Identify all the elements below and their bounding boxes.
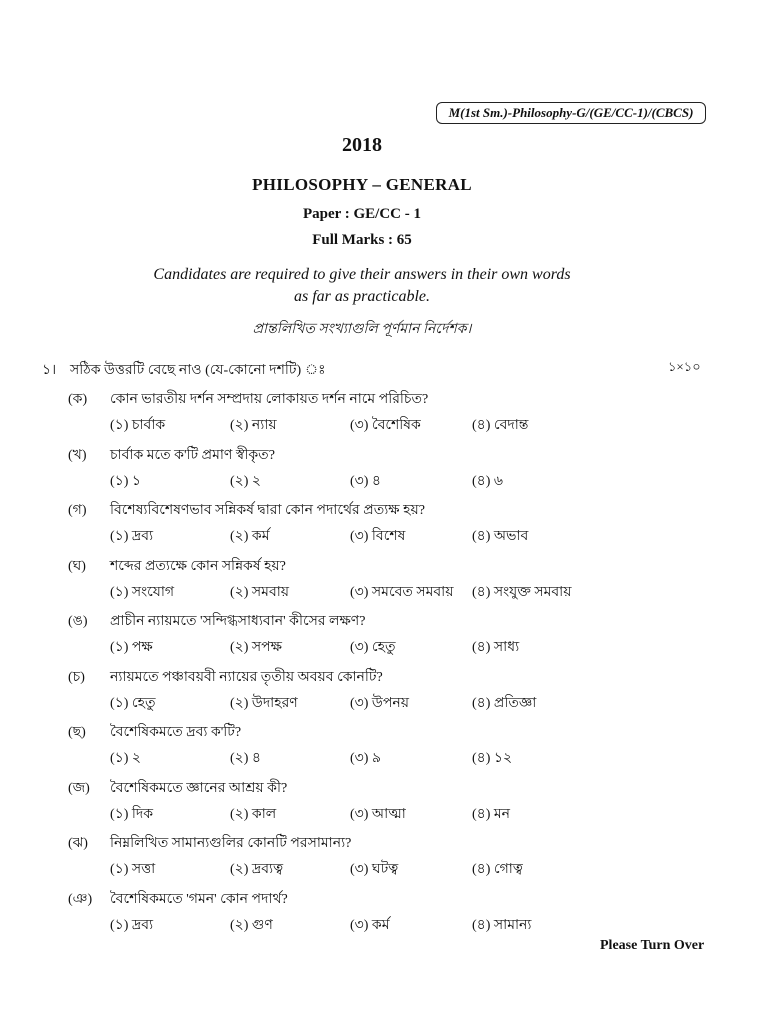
answer-option: (৩) ৯	[350, 751, 382, 766]
answer-option: (৪) প্রতিজ্ঞা	[472, 695, 537, 711]
instruction-line-1: Candidates are required to give their answers in their own words	[153, 266, 571, 283]
answer-option: (২) গুণ	[230, 917, 273, 933]
answer-option: (৪) সাধ্য	[472, 640, 520, 655]
answer-option: (২) ন্যায়	[230, 418, 277, 433]
subquestion-text: বৈশেষিকমতে 'গমন' কোন পদার্থ?	[110, 891, 288, 907]
subquestion-label: (চ)	[68, 669, 85, 685]
subquestion-label: (জ)	[68, 780, 90, 796]
answer-option: (৪) অভাব	[472, 529, 529, 544]
answer-option: (৪) গোত্ব	[472, 862, 523, 877]
answer-option: (২) ৪	[230, 751, 262, 766]
answer-option: (১) দ্রব্য	[110, 917, 154, 933]
subquestion	[0, 831, 768, 887]
answer-option: (২) কর্ম	[230, 529, 270, 544]
question-text: সঠিক উত্তরটি বেছে নাও (যে-কোনো দশটি) ঃ	[70, 363, 326, 378]
answer-option: (৩) আত্মা	[350, 806, 406, 822]
answer-option: (৪) সংযুক্ত সমবায়	[472, 584, 572, 600]
answer-option: (২) ২	[230, 473, 262, 489]
answer-option: (৩) বিশেষ	[350, 529, 406, 544]
subquestion-label: (ঙ)	[68, 614, 88, 629]
subject-title: PHILOSOPHY – GENERAL	[252, 175, 472, 194]
subquestion-label: (গ)	[68, 503, 87, 518]
answer-option: (১) ১	[110, 473, 141, 489]
answer-option: (২) দ্রব্যত্ব	[230, 862, 284, 877]
margin-marks-note: প্রান্তলিখিত সংখ্যাগুলি পূর্ণমান নির্দেশক।	[252, 322, 472, 337]
subquestion-text: কোন ভারতীয় দর্শন সম্প্রদায় লোকায়ত দর্শন নামে পরিচিত?	[110, 392, 429, 407]
answer-option: (১) চার্বাক	[110, 418, 166, 433]
subquestion-label: (খ)	[68, 447, 87, 463]
answer-option: (৩) কর্ম	[350, 917, 390, 933]
paper-code-box: M(1st Sm.)-Philosophy-G/(GE/CC-1)/(CBCS)	[436, 102, 706, 124]
subquestion-text: বৈশেষিকমতে দ্রব্য ক'টি?	[110, 725, 242, 740]
subquestion-text: বিশেষ্যবিশেষণভাব সন্নিকর্ষ দ্বারা কোন পদার্থের প্রত্যক্ষ হয়?	[110, 503, 425, 518]
subquestion-text: নিম্নলিখিত সামান্যগুলির কোনটি পরসামান্য?	[110, 836, 352, 851]
please-turn-over: Please Turn Over	[600, 938, 705, 953]
answer-option: (৩) উপনয়	[350, 695, 409, 711]
answer-option: (১) হেতু	[110, 695, 156, 711]
answer-option: (৪) ৬	[472, 473, 504, 489]
subquestion	[0, 776, 768, 832]
answer-option: (২) উদাহরণ	[230, 695, 298, 711]
question-number: ১।	[42, 363, 57, 378]
answer-option: (২) সপক্ষ	[230, 640, 283, 655]
subquestion-label: (ঝ)	[68, 836, 88, 851]
subquestion-label: (ক)	[68, 392, 88, 407]
subquestion	[0, 720, 768, 776]
subquestion	[0, 443, 768, 499]
subquestion-label: (ঘ)	[68, 558, 86, 574]
subquestion	[0, 554, 768, 610]
answer-option: (৩) সমবেত সমবায়	[350, 584, 454, 600]
answer-option: (৪) বেদান্ত	[472, 418, 529, 433]
subquestion-text: বৈশেষিকমতে জ্ঞানের আশ্রয় কী?	[110, 780, 288, 796]
answer-option: (৪) মন	[472, 806, 511, 822]
answer-option: (১) দিক	[110, 806, 154, 822]
paper-code: Paper : GE/CC - 1	[302, 206, 422, 222]
subquestion-text: ন্যায়মতে পঞ্চাবয়বী ন্যায়ের তৃতীয় অবয়ব কোনটি?	[110, 669, 383, 685]
answer-option: (১) দ্রব্য	[110, 529, 154, 544]
answer-option: (১) ২	[110, 751, 142, 766]
answer-option: (৩) ৪	[350, 473, 382, 489]
answer-option: (৩) ঘটত্ব	[350, 862, 399, 877]
subquestion-label: (ঞ)	[68, 891, 93, 907]
full-marks: Full Marks : 65	[312, 232, 412, 248]
question-marks: ১×১০	[668, 359, 701, 374]
answer-option: (৪) সামান্য	[472, 917, 532, 933]
subquestion	[0, 665, 768, 721]
subquestion-text: প্রাচীন ন্যায়মতে 'সন্দিগ্ধসাধ্যবান' কীসের লক্ষণ?	[110, 614, 366, 629]
answer-option: (১) পক্ষ	[110, 640, 153, 655]
subquestion	[0, 887, 768, 943]
answer-option: (২) কাল	[230, 806, 277, 822]
subquestion	[0, 387, 768, 443]
answer-option: (২) সমবায়	[230, 584, 290, 600]
answer-option: (১) সত্তা	[110, 862, 156, 877]
answer-option: (১) সংযোগ	[110, 584, 175, 600]
instruction-line-2: as far as practicable.	[294, 288, 430, 305]
subquestion-text: চার্বাক মতে ক'টি প্রমাণ স্বীকৃত?	[110, 447, 275, 463]
subquestion-label: (ছ)	[68, 725, 86, 740]
subquestion	[0, 498, 768, 554]
exam-year: 2018	[342, 134, 382, 156]
answer-option: (৩) হেতু	[350, 640, 396, 655]
subquestion	[0, 609, 768, 665]
answer-option: (৪) ১২	[472, 751, 513, 766]
subquestion-text: শব্দের প্রত্যক্ষে কোন সন্নিকর্ষ হয়?	[110, 558, 286, 574]
answer-option: (৩) বৈশেষিক	[350, 418, 421, 433]
